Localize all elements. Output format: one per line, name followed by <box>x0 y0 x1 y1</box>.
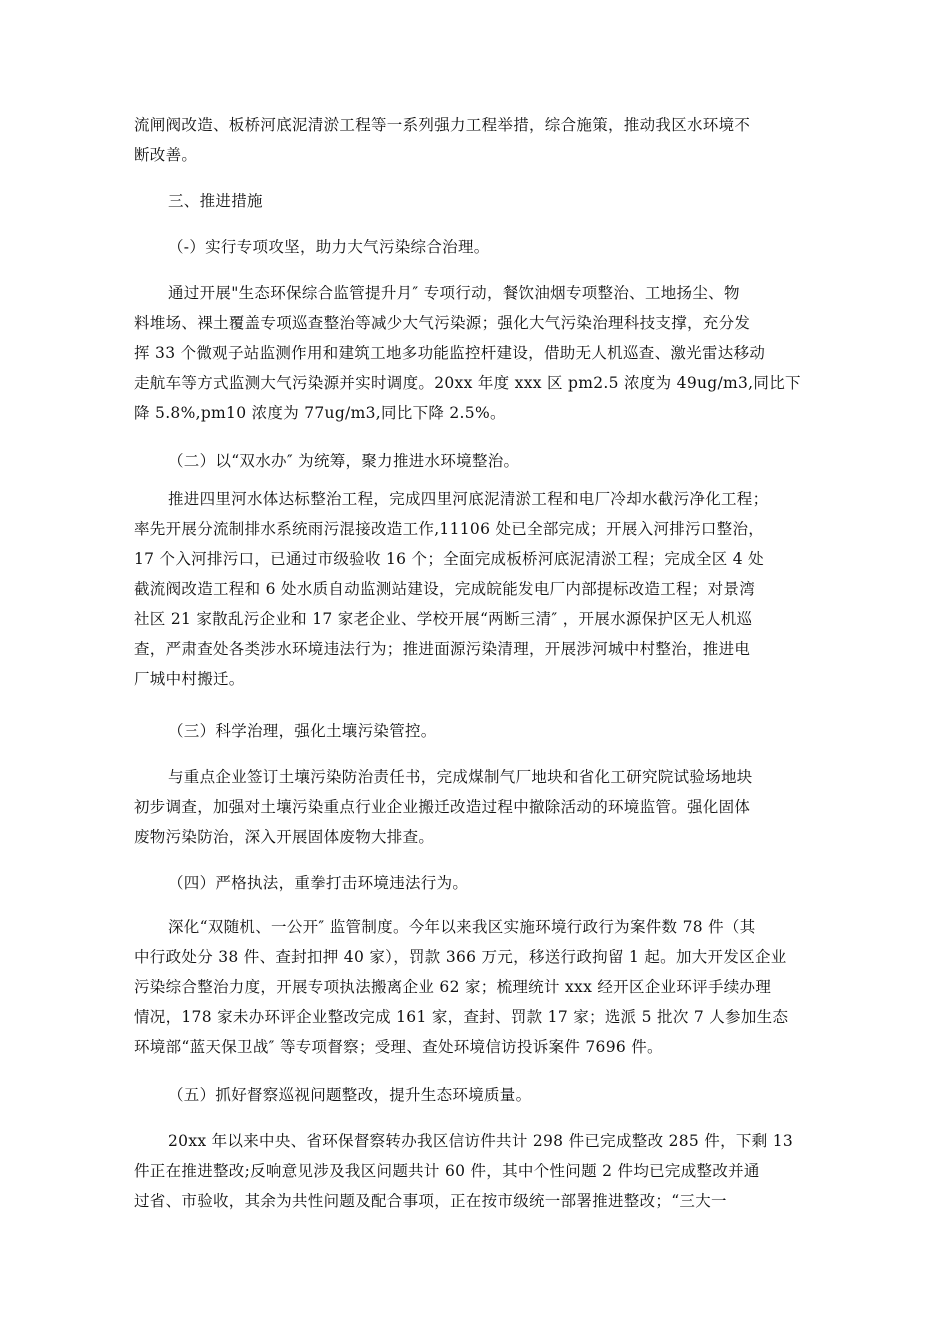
text-line: 社区 21 家散乱污企业和 17 家老企业、学校开展“两断三清″ ，开展水源保护区无人机巡 <box>134 610 753 628</box>
text-line: 17 个入河排污口，已通过市级验收 16 个；全面完成板桥河底泥清淤工程；完成全区 4 处 <box>134 550 764 568</box>
text-line: 三、推进措施 <box>168 192 263 210</box>
text-line: 率先开展分流制排水系统雨污混接改造工作,11106 处已全部完成；开展入河排污口整治， <box>134 520 765 538</box>
text-line: 流闸阀改造、板桥河底泥清淤工程等一系列强力工程举措，综合施策，推动我区水环境不 <box>134 116 751 134</box>
body-paragraph-water <box>134 484 806 694</box>
text-line: 挥 33 个微观子站监测作用和建筑工地多功能监控杆建设，借助无人机巡查、激光雷达移动 <box>134 344 766 362</box>
body-paragraph-continued <box>134 110 806 170</box>
text-line: 深化“双随机、一公开″ 监管制度。今年以来我区实施环境行政行为案件数 78 件（其 <box>168 918 756 936</box>
text-line: 厂城中村搬迁。 <box>134 670 245 688</box>
sub-heading-2 <box>134 446 806 476</box>
text-line: 料堆场、裸土覆盖专项巡查整治等减少大气污染源；强化大气污染治理科技支撑，充分发 <box>134 314 751 332</box>
sub-heading-5 <box>134 1080 806 1110</box>
text-line: （二）以“双水办″ 为统筹，聚力推进水环境整治。 <box>168 452 520 470</box>
text-line: 中行政处分 38 件、查封扣押 40 家），罚款 366 万元，移送行政拘留 1 起。加大开发区企业 <box>134 948 787 966</box>
sub-heading-4 <box>134 868 806 898</box>
body-paragraph-enforcement <box>134 912 806 1062</box>
text-line: 情况，178 家未办环评企业整改完成 161 家，查封、罚款 17 家；选派 5 批次 7 人参加生态 <box>134 1008 789 1026</box>
text-line: 推进四里河水体达标整治工程，完成四里河底泥清淤工程和电厂冷却水截污净化工程； <box>168 490 769 508</box>
text-line: 走航车等方式监测大气污染源并实时调度。20xx 年度 xxx 区 pm2.5 浓度为 49ug/m3,同比下 <box>134 374 801 392</box>
text-line: 断改善。 <box>134 146 198 164</box>
text-line: （三）科学治理，强化土壤污染管控。 <box>168 722 437 740</box>
body-paragraph-inspection <box>134 1126 806 1216</box>
text-line: （-）实行专项攻坚，助力大气污染综合治理。 <box>168 238 490 256</box>
text-line: 查，严肃查处各类涉水环境违法行为；推进面源污染清理，开展涉河城中村整治，推进电 <box>134 640 751 658</box>
text-line: 废物污染防治，深入开展固体废物大排查。 <box>134 828 435 846</box>
text-line: 过省、市验收，其余为共性问题及配合事项，正在按市级统一部署推进整改；“三大一 <box>134 1192 727 1210</box>
text-line: 截流阀改造工程和 6 处水质自动监测站建设，完成皖能发电厂内部提标改造工程；对景湾 <box>134 580 756 598</box>
text-line: 通过开展"生态环保综合监管提升月″ 专项行动，餐饮油烟专项整治、工地扬尘、物 <box>168 284 740 302</box>
text-line: （五）抓好督察巡视问题整改，提升生态环境质量。 <box>168 1086 532 1104</box>
text-line: 降 5.8%,pm10 浓度为 77ug/m3,同比下降 2.5%。 <box>134 404 506 422</box>
text-line: 污染综合整治力度，开展专项执法搬离企业 62 家；梳理统计 xxx 经开区企业环评手续办理 <box>134 978 772 996</box>
sub-heading-1 <box>134 232 806 262</box>
text-line: 环境部“蓝天保卫战″ 等专项督察；受理、查处环境信访投诉案件 7696 件。 <box>134 1038 663 1056</box>
text-line: 初步调查，加强对土壤污染重点行业企业搬迁改造过程中撤除活动的环境监管。强化固体 <box>134 798 751 816</box>
text-line: 与重点企业签订土壤污染防治责任书，完成煤制气厂地块和省化工研究院试验场地块 <box>168 768 753 786</box>
text-line: （四）严格执法，重拳打击环境违法行为。 <box>168 874 469 892</box>
section-heading <box>134 186 806 216</box>
sub-heading-3 <box>134 716 806 746</box>
text-line: 20xx 年以来中央、省环保督察转办我区信访件共计 298 件已完成整改 285 件，下剩 13 <box>168 1132 794 1150</box>
body-paragraph-air <box>134 278 806 428</box>
text-line: 件正在推进整改;反响意见涉及我区问题共计 60 件，其中个性问题 2 件均已完成整改并通 <box>134 1162 760 1180</box>
body-paragraph-soil <box>134 762 806 852</box>
